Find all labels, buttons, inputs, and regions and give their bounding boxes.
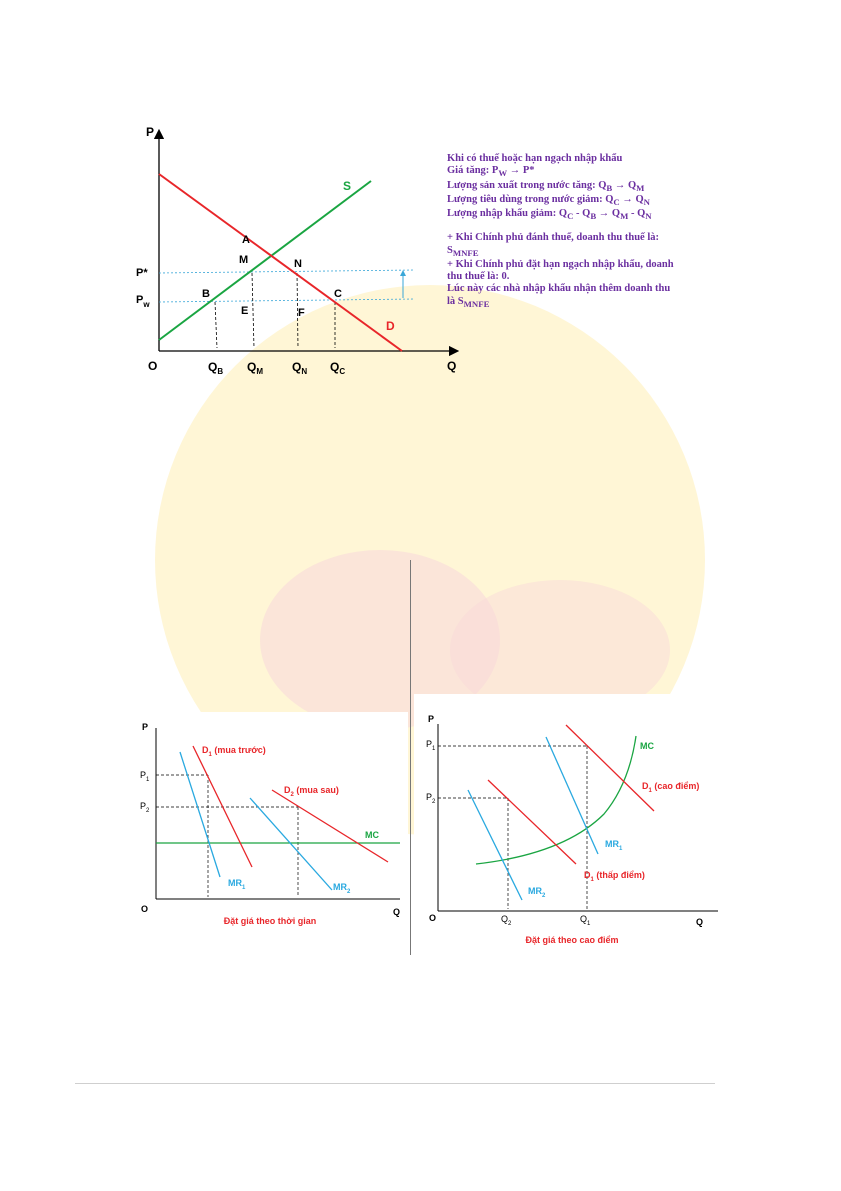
note-line-2: Giá tăng: $P_W \to P*$ [447, 165, 535, 179]
p-star-line [159, 270, 415, 273]
price-p-star-label: P* [136, 267, 148, 279]
note-line-7: $S_{MNFE}$ [447, 244, 479, 258]
time-pricing-diagram [132, 712, 408, 937]
note-line-9: thu thuế là: 0. [447, 271, 510, 283]
q2-label: $Q_2$ [501, 914, 512, 927]
mc-label: MC [365, 830, 379, 840]
qb-label: $Q_B$ [208, 360, 224, 376]
qb-drop [215, 302, 217, 348]
note-line-6: + Khi Chính phủ đánh thuế, doanh thu thuế là: [447, 232, 659, 244]
p2-label: $P_2$ [140, 801, 150, 814]
mr2-label: $MR_2$ [528, 886, 546, 899]
axis-p-label: P [142, 722, 149, 732]
origin-label: O [429, 913, 437, 923]
point-b: B [202, 288, 210, 300]
axis-q-label: Q [696, 917, 704, 927]
axis-q-label: Q [447, 359, 457, 373]
note-line-8: + Khi Chính phủ đặt hạn ngạch nhập khẩu, doanh [447, 258, 674, 270]
origin-label: O [148, 359, 158, 373]
note-line-10: Lúc này các nhà nhập khẩu nhận thêm doanh thu [447, 283, 671, 295]
mc-label: MC [640, 741, 654, 751]
note-line-11: là $S_{MNFE}$ [447, 295, 490, 309]
footer-rule [75, 1083, 715, 1084]
point-n: N [294, 258, 302, 270]
mr1-label: $MR_1$ [228, 878, 246, 891]
point-m: M [239, 254, 249, 266]
d-offpeak-label: $D_1$ (thấp điểm) [584, 870, 645, 883]
note-line-5: Lượng nhập khẩu giảm: $Q_C - Q_B \to Q_M - Q_N$ [447, 208, 652, 222]
pw-line [159, 299, 415, 302]
panel-background [132, 712, 408, 937]
axis-p-label: P [428, 714, 435, 724]
p2-label: $P_2$ [426, 792, 436, 805]
p1-label: $P_1$ [140, 770, 150, 783]
caption: Đặt giá theo cao điểm [525, 935, 619, 945]
note-line-1: Khi có thuế hoặc hạn ngạch nhập khẩu [447, 153, 623, 164]
supply-curve [159, 181, 371, 340]
column-divider [410, 560, 411, 955]
price-pw-label: $P_w$ [136, 294, 150, 309]
point-c: C [334, 288, 342, 300]
qm-label: $Q_M$ [247, 360, 264, 376]
p1-label: $P_1$ [426, 739, 436, 752]
axis-p-label: P [146, 125, 155, 139]
demand-label: D [386, 319, 395, 333]
q1-label: $Q_1$ [580, 914, 591, 927]
tariff-diagram [136, 120, 460, 380]
note-line-3: Lượng sản xuất trong nước tăng: $Q_B \to Q_M$ [447, 179, 645, 193]
qn-label: $Q_N$ [292, 360, 308, 376]
point-f: F [298, 307, 305, 319]
tariff-notes [447, 153, 722, 310]
d-peak-label: $D_1$ (cao điểm) [642, 781, 700, 794]
d2-label: $D_2$ (mua sau) [284, 785, 339, 798]
supply-label: S [343, 179, 352, 193]
mr1-label: $MR_1$ [605, 839, 623, 852]
point-a: A [242, 234, 250, 246]
panel-background [414, 694, 726, 952]
origin-label: O [141, 904, 149, 914]
mr2-label: $MR_2$ [333, 882, 351, 895]
d1-label: $D_1$ (mua trước) [202, 745, 266, 758]
caption: Đặt giá theo thời gian [223, 916, 317, 926]
axis-q-label: Q [393, 907, 401, 917]
demand-curve [159, 174, 402, 351]
qc-label: $Q_C$ [330, 360, 346, 376]
note-line-4: Lượng tiêu dùng trong nước giảm: $Q_C \to Q_N$ [447, 193, 650, 207]
qm-drop [252, 273, 254, 348]
point-e: E [241, 305, 249, 317]
peak-pricing-diagram [414, 694, 726, 952]
